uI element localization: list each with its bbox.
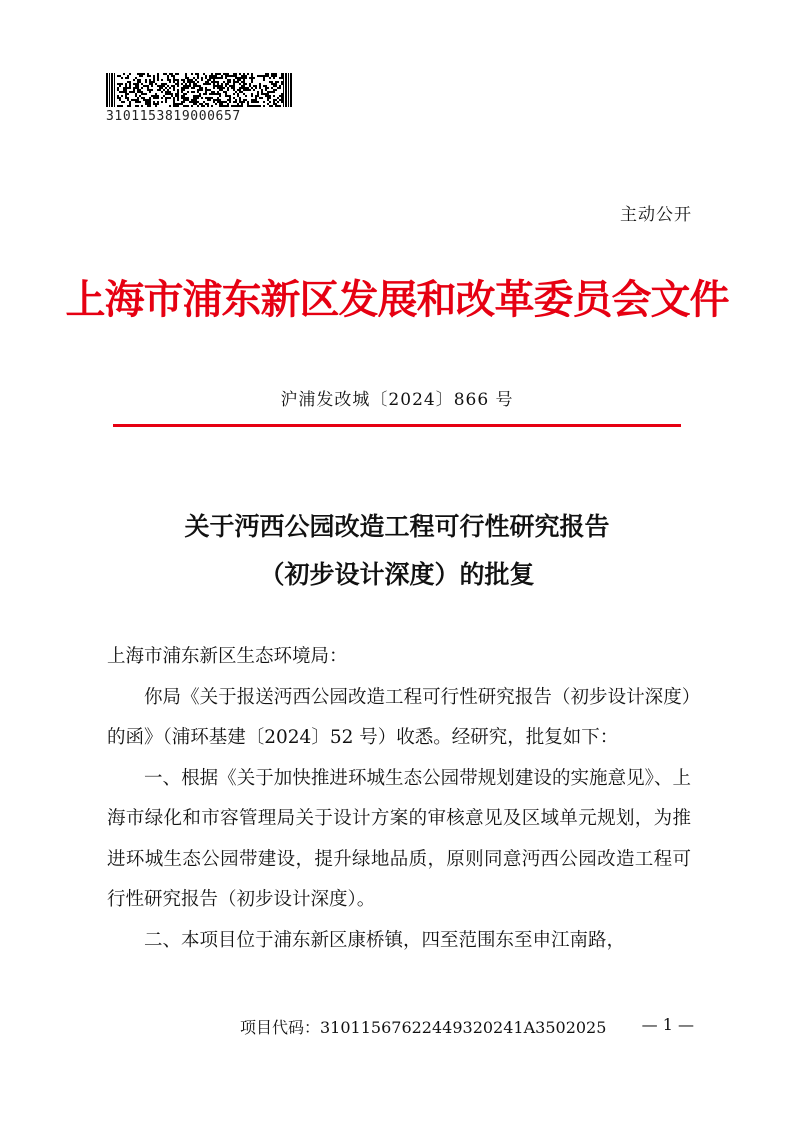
issuing-organization-title: 上海市浦东新区发展和改革委员会文件 bbox=[65, 276, 729, 323]
disclosure-label: 主动公开 bbox=[620, 205, 692, 225]
paragraph-1: 你局《关于报送沔西公园改造工程可行性研究报告（初步设计深度）的函》（浦环基建〔2024〕52 号）收悉。经研究，批复如下： bbox=[107, 686, 691, 748]
red-divider bbox=[113, 424, 681, 427]
document-number: 沪浦发改城〔2024〕866 号 bbox=[280, 390, 514, 410]
barcode bbox=[106, 73, 292, 107]
salutation: 上海市浦东新区生态环境局： bbox=[107, 646, 348, 667]
paragraph-2: 一、根据《关于加快推进环城生态公园带规划建设的实施意见》、上海市绿化和市容管理局关于设计方案的审核意见及区域单元规划，为推进环城生态公园带建设，提升绿地品质，原则同意沔西公园改造工程可行性研究报告（初步设计深度）。 bbox=[107, 767, 691, 910]
project-code: 项目代码：31011567622449320241A3502025 bbox=[240, 1018, 607, 1037]
document-subject bbox=[0, 503, 794, 599]
document-body bbox=[107, 637, 691, 961]
page-number: — 1 — bbox=[641, 1015, 694, 1034]
subject-line-2: （初步设计深度）的批复 bbox=[259, 560, 535, 589]
subject-line-1: 关于沔西公园改造工程可行性研究报告 bbox=[184, 512, 610, 541]
barcode-number: 3101153819000657 bbox=[106, 109, 241, 124]
paragraph-3: 二、本项目位于浦东新区康桥镇，四至范围东至申江南路， bbox=[144, 929, 626, 951]
